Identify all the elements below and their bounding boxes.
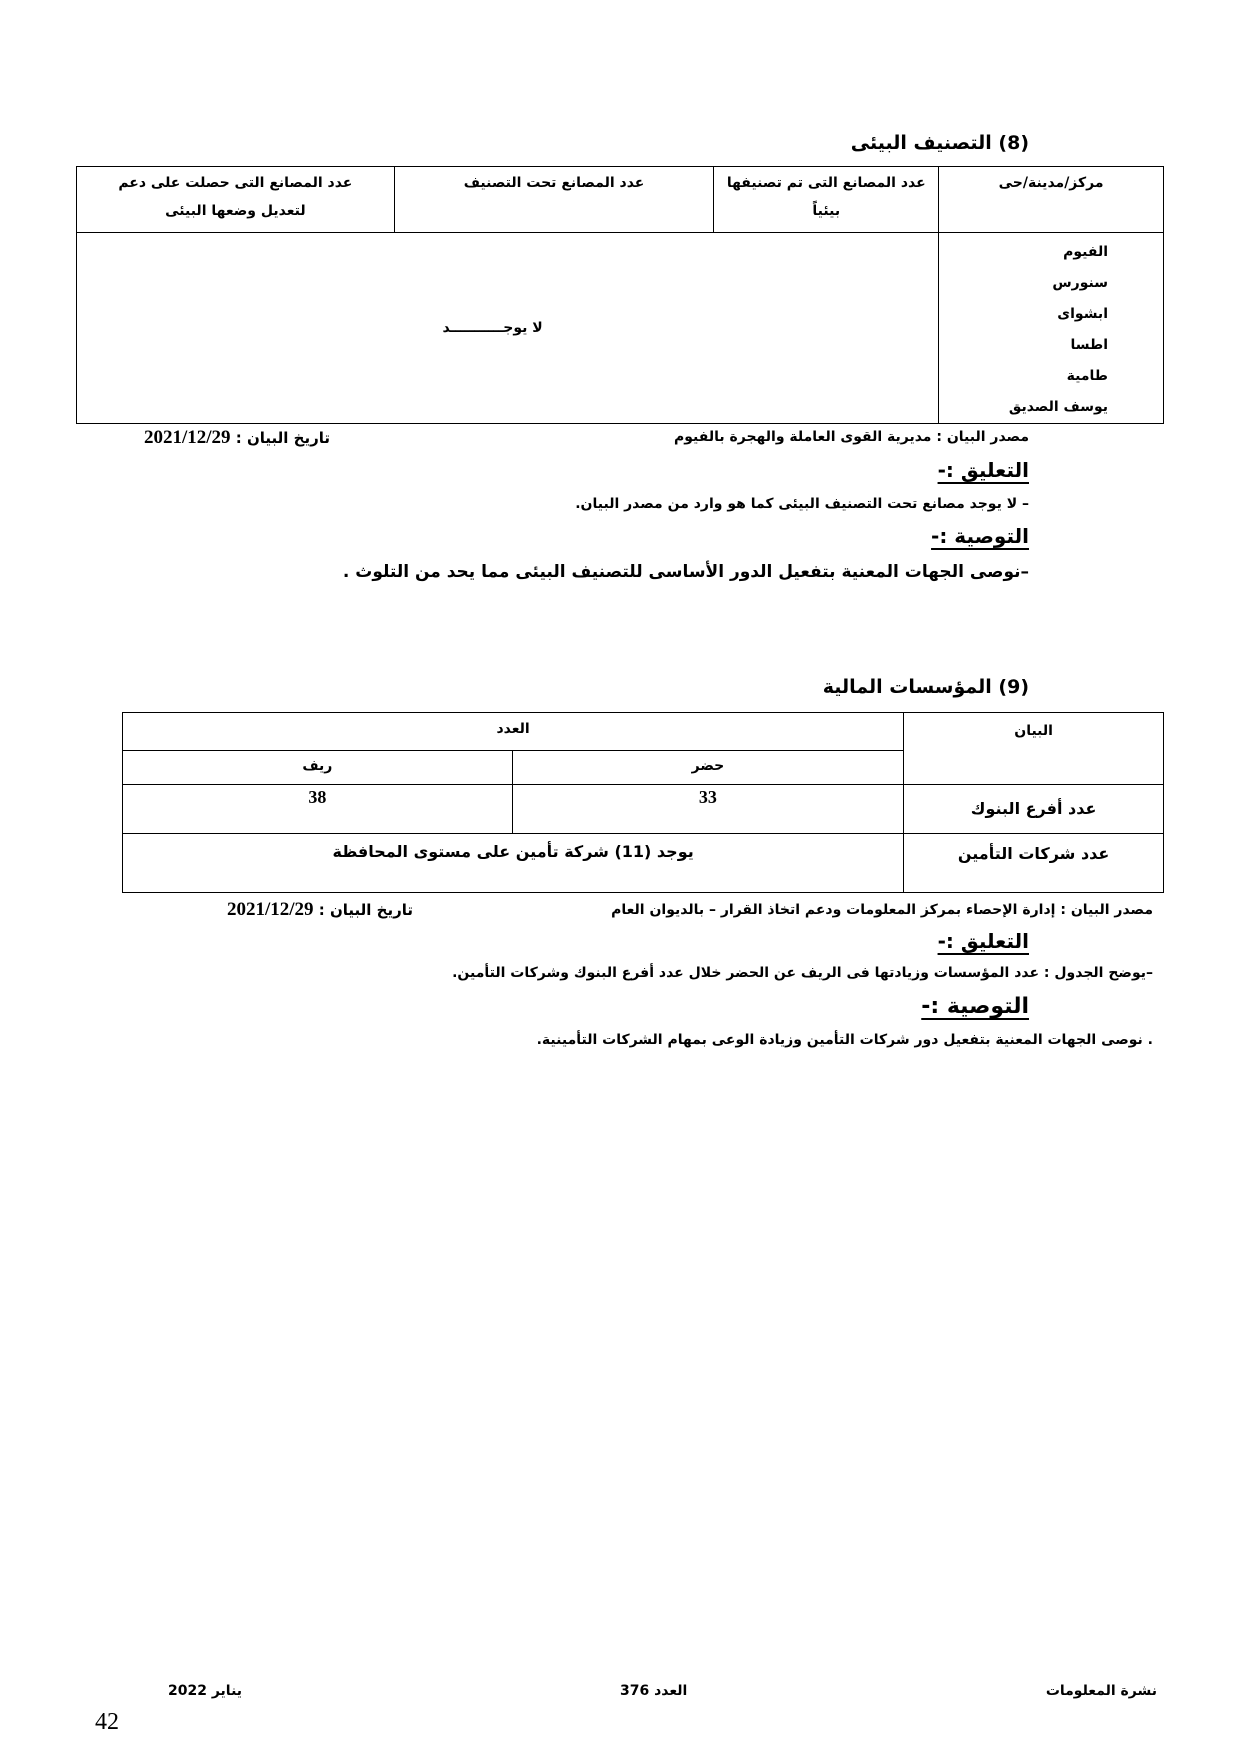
section9-comment-text: –يوضح الجدول : عدد المؤسسات وزيادتها فى الريف عن الحضر خلال عدد أفرع البنوك وشركات التأمين. xyxy=(452,965,1153,981)
footer-publication: نشرة المعلومات xyxy=(1045,1683,1157,1699)
date-value: 2021/12/29 xyxy=(226,899,314,920)
section9-date xyxy=(183,899,413,921)
header-statement: البيان xyxy=(904,713,1164,785)
section9-recommendation-text: . نوصى الجهات المعنية بتفعيل دور شركات التأمين وزيادة الوعى بمهام الشركات التأمينية. xyxy=(536,1032,1153,1048)
section8-recommendation-heading: التوصية :- xyxy=(931,524,1029,548)
date-label: تاريخ البيان : xyxy=(235,429,330,447)
place-item: طامية xyxy=(1066,368,1108,384)
section8-date xyxy=(100,427,330,449)
section9-source: مصدر البيان : إدارة الإحصاء بمركز المعلومات ودعم اتخاذ القرار – بالديوان العام xyxy=(611,902,1153,918)
places-cell xyxy=(939,233,1164,424)
page-number: 42 xyxy=(95,1709,119,1735)
place-item: سنورس xyxy=(1052,275,1108,291)
date-label: تاريخ البيان : xyxy=(318,901,413,919)
section8-source: مصدر البيان : مديرية القوى العاملة والهجرة بالفيوم xyxy=(674,429,1029,445)
footer-issue: العدد 376 xyxy=(620,1683,688,1699)
header-count: العدد xyxy=(123,713,904,751)
section8-recommendation-text: –نوصى الجهات المعنية بتفعيل الدور الأساسى للتصنيف البيئى مما يحد من التلوث . xyxy=(342,562,1029,582)
financial-institutions-table xyxy=(122,712,1164,893)
section9-title: (9) المؤسسات المالية xyxy=(822,676,1029,698)
section8-title: (8) التصنيف البيئى xyxy=(850,132,1029,154)
place-item: يوسف الصديق xyxy=(1008,399,1108,415)
no-data-cell xyxy=(77,233,939,424)
row-banks-rural: 38 xyxy=(123,785,513,834)
place-item: ابشواى xyxy=(1057,306,1108,322)
no-data-text: لا يوجـــــــــــد xyxy=(442,320,543,336)
row-banks-urban: 33 xyxy=(512,785,904,834)
section8-comment-text: – لا يوجد مصانع تحت التصنيف البيئى كما هو وارد من مصدر البيان. xyxy=(575,496,1029,512)
place-item: اطسا xyxy=(1070,337,1108,353)
footer-date: يناير 2022 xyxy=(168,1683,243,1699)
environmental-classification-table xyxy=(76,166,1164,424)
header-classified-factories: عدد المصانع التى تم تصنيفها بيئياً xyxy=(714,167,939,233)
header-urban: حضر xyxy=(512,751,904,785)
row-banks-label: عدد أفرع البنوك xyxy=(904,785,1164,834)
section9-comment-heading: التعليق :- xyxy=(937,929,1029,953)
header-supported-factories: عدد المصانع التى حصلت على دعم لتعديل وضعها البيئى xyxy=(77,167,395,233)
row-insurance-value: يوجد (11) شركة تأمين على مستوى المحافظة xyxy=(123,834,904,893)
date-value: 2021/12/29 xyxy=(143,427,231,448)
place-item: الفيوم xyxy=(1063,244,1108,260)
header-rural: ريف xyxy=(123,751,513,785)
header-center-city: مركز/مدينة/حى xyxy=(939,167,1164,233)
row-insurance-label: عدد شركات التأمين xyxy=(904,834,1164,893)
section8-comment-heading: التعليق :- xyxy=(937,458,1029,482)
section9-recommendation-heading: التوصية :- xyxy=(921,994,1029,1019)
header-under-classification: عدد المصانع تحت التصنيف xyxy=(394,167,714,233)
